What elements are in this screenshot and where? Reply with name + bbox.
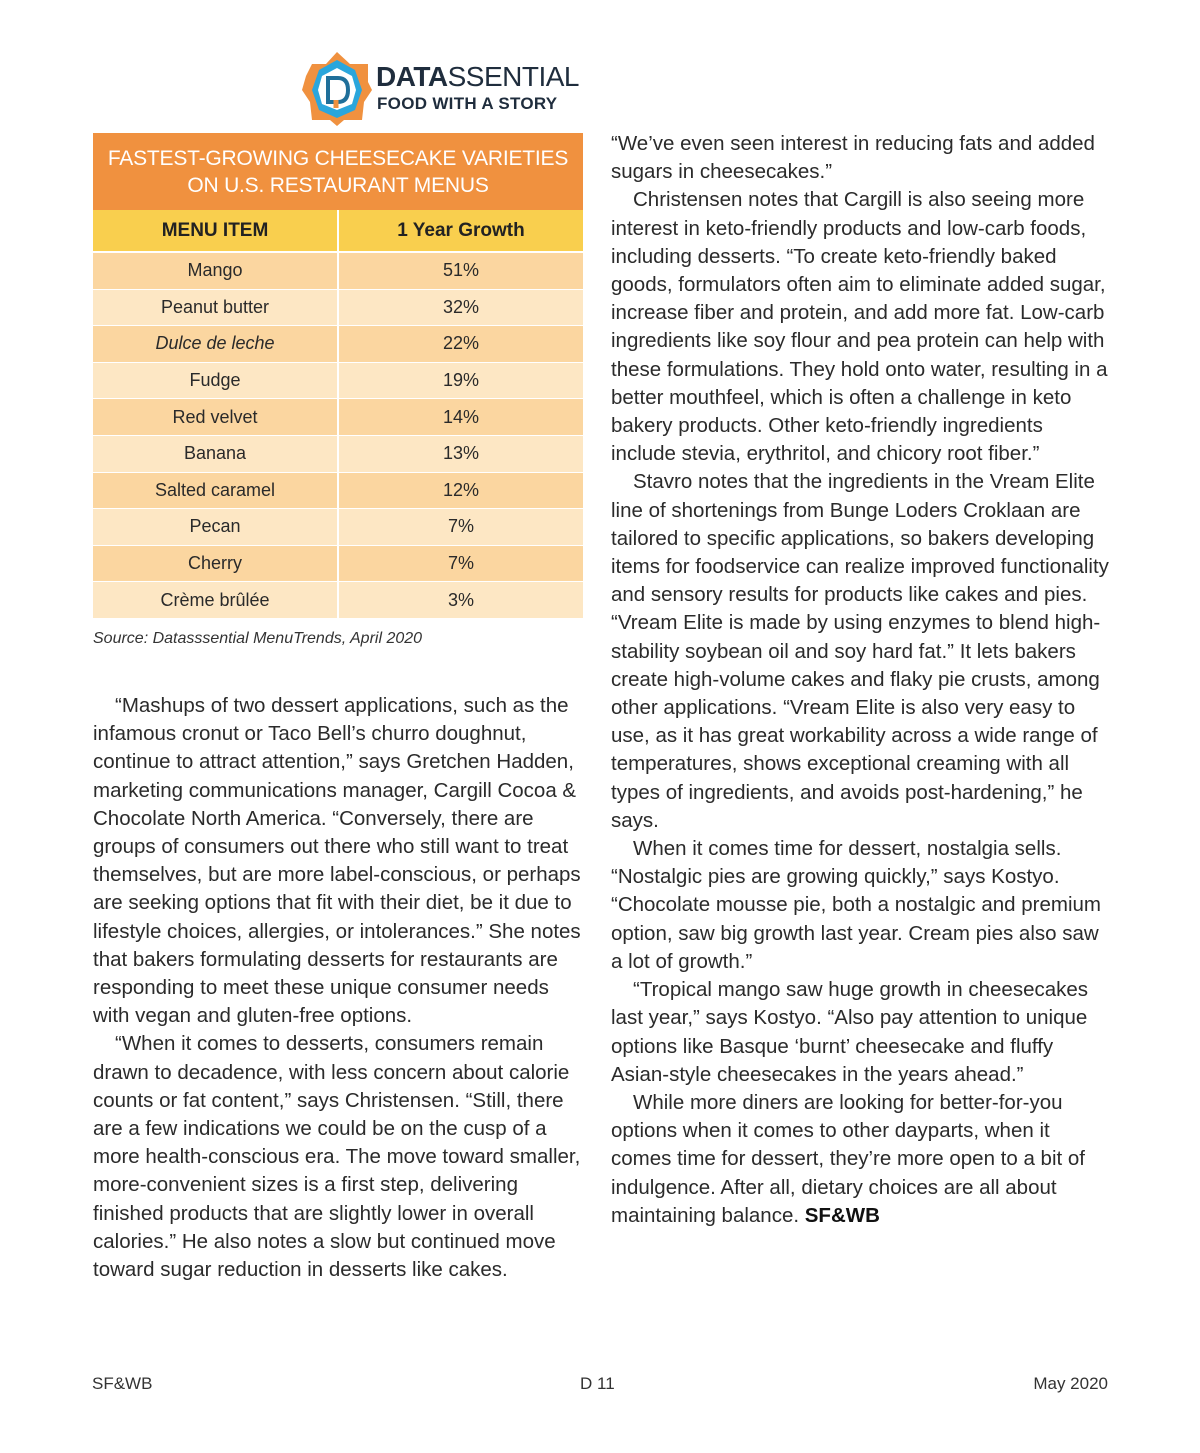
menu-item-cell: Fudge — [93, 363, 339, 399]
table-row — [93, 253, 583, 290]
menu-item-cell: Red velvet — [93, 399, 339, 435]
signature: SF&WB — [804, 1203, 880, 1227]
article-paragraph: Christensen notes that Cargill is also seeing more interest in keto-friendly products and low-carb foods, including desserts. “To create keto-friendly baked goods, formulators often aim to eliminate added sugar, increase fiber and protein, and add more fat. Low-carb ingredients like soy flour and pea protein can help with these formulations. They hold onto water, resulting in a better mouthfeel, which is often a challenge in keto bakery products. Other keto-friendly ingredients include stevia, erythritol, and chicory root fiber.” — [611, 188, 1108, 466]
footer-page-number: D 11 — [580, 1374, 615, 1393]
menu-item-cell: Mango — [93, 253, 339, 289]
growth-cell: 12% — [442, 479, 480, 500]
table-source: Source: Datasssential MenuTrends, April 2020 — [93, 630, 423, 647]
datassential-logo-icon — [300, 50, 374, 128]
article-paragraph-final: While more diners are looking for better-for-you options when it comes to other dayparts, when it comes time for dessert, they’re more open to a bit of indulgence. After all, dietary choices are all about maintaining balance. SF&WB — [611, 1090, 1085, 1227]
article-paragraph: “We’ve even seen interest in reducing fats and added sugars in cheesecakes.” — [611, 132, 1095, 184]
article-left-column — [93, 692, 588, 1284]
table-row — [93, 582, 583, 619]
menu-item-cell: Peanut butter — [93, 290, 339, 326]
article-right-column — [611, 130, 1109, 1230]
table-row — [93, 509, 583, 546]
menu-item-cell: Salted caramel — [93, 473, 339, 509]
growth-cell: 13% — [442, 443, 480, 464]
footer-publication: SF&WB — [92, 1374, 153, 1393]
logo-tagline: FOOD WITH A STORY — [377, 94, 558, 113]
growth-cell: 51% — [442, 260, 480, 281]
logo-brand: DATASSENTIAL — [376, 61, 579, 92]
table-row — [93, 399, 583, 436]
footer-date: May 2020 — [1033, 1374, 1108, 1393]
menu-item-cell: Pecan — [93, 509, 339, 545]
article-paragraph: “Tropical mango saw huge growth in cheesecakes last year,” says Kostyo. “Also pay attention to unique options like Basque ‘burnt’ cheesecake and fluffy Asian-style cheesecakes in the years ahead.” — [611, 978, 1089, 1086]
datassential-logo — [300, 50, 600, 130]
table-row — [93, 436, 583, 473]
growth-cell: 14% — [442, 406, 480, 427]
table-row — [93, 546, 583, 583]
growth-cell: 7% — [447, 553, 474, 574]
growth-cell: 22% — [442, 333, 480, 354]
article-paragraph: When it comes time for dessert, nostalgia sells. “Nostalgic pies are growing quickly,” says Kostyo. “Chocolate mousse pie, both a nostalgic and premium option, saw big growth last year. Cream pies also saw a lot of growth.” — [611, 837, 1101, 973]
table-header-row — [93, 210, 583, 253]
header-growth: 1 Year Growth — [397, 219, 525, 241]
article-paragraph: “When it comes to desserts, consumers remain drawn to decadence, with less concern about calorie counts or fat content,” says Christensen. “Still, there are a few indications we could be on the cusp of a more health-conscious era. The move toward smaller, more-convenient sizes is a first step, delivering finished products that are slightly lower in overall calories.” He also notes a slow but continued move toward sugar reduction in desserts like cakes. — [93, 1032, 581, 1282]
menu-item-cell: Cherry — [93, 546, 339, 582]
table-row — [93, 290, 583, 327]
growth-cell: 3% — [447, 589, 474, 610]
growth-cell: 19% — [442, 370, 480, 391]
header-menu-item: MENU ITEM — [93, 210, 339, 251]
menu-item-cell: Crème brûlée — [93, 582, 339, 618]
menu-item-cell: Banana — [93, 436, 339, 472]
table-row — [93, 326, 583, 363]
growth-cell: 32% — [442, 296, 480, 317]
article-paragraph: “Mashups of two dessert applications, such as the infamous cronut or Taco Bell’s churro doughnut, continue to attract attention,” says Gretchen Hadden, marketing communications manager, Cargill Cocoa & Chocolate North America. “Conversely, there are groups of consumers out there who still want to treat themselves, but are more label-conscious, or perhaps are seeking options that fit with their diet, be it due to lifestyle choices, allergies, or intolerances.” She notes that bakers formulating desserts for restaurants are responding to meet these unique consumer needs with vegan and gluten-free options. — [93, 694, 581, 1028]
article-paragraph: Stavro notes that the ingredients in the Vream Elite line of shortenings from Bunge Loders Croklaan are tailored to specific applications, so bakers developing items for foodservice can realize improved functionality and sensory results for products like cakes and pies. “Vream Elite is made by using enzymes to blend high-stability soybean oil and soy hard fat.” It lets bakers create high-volume cakes and flaky pie crusts, among other applications. “Vream Elite is also very easy to use, as it has great workability across a wide range of temperatures, shows exceptional creaming with all types of ingredients, and avoids post-hardening,” he says. — [611, 470, 1109, 832]
table-title: FASTEST-GROWING CHEESECAKE VARIETIES ON U.S. RESTAURANT MENUS — [93, 133, 583, 210]
cheesecake-varieties-table — [93, 133, 583, 619]
menu-item-cell: Dulce de leche — [93, 326, 339, 362]
table-row — [93, 473, 583, 510]
growth-cell: 7% — [447, 516, 474, 537]
table-row — [93, 363, 583, 400]
